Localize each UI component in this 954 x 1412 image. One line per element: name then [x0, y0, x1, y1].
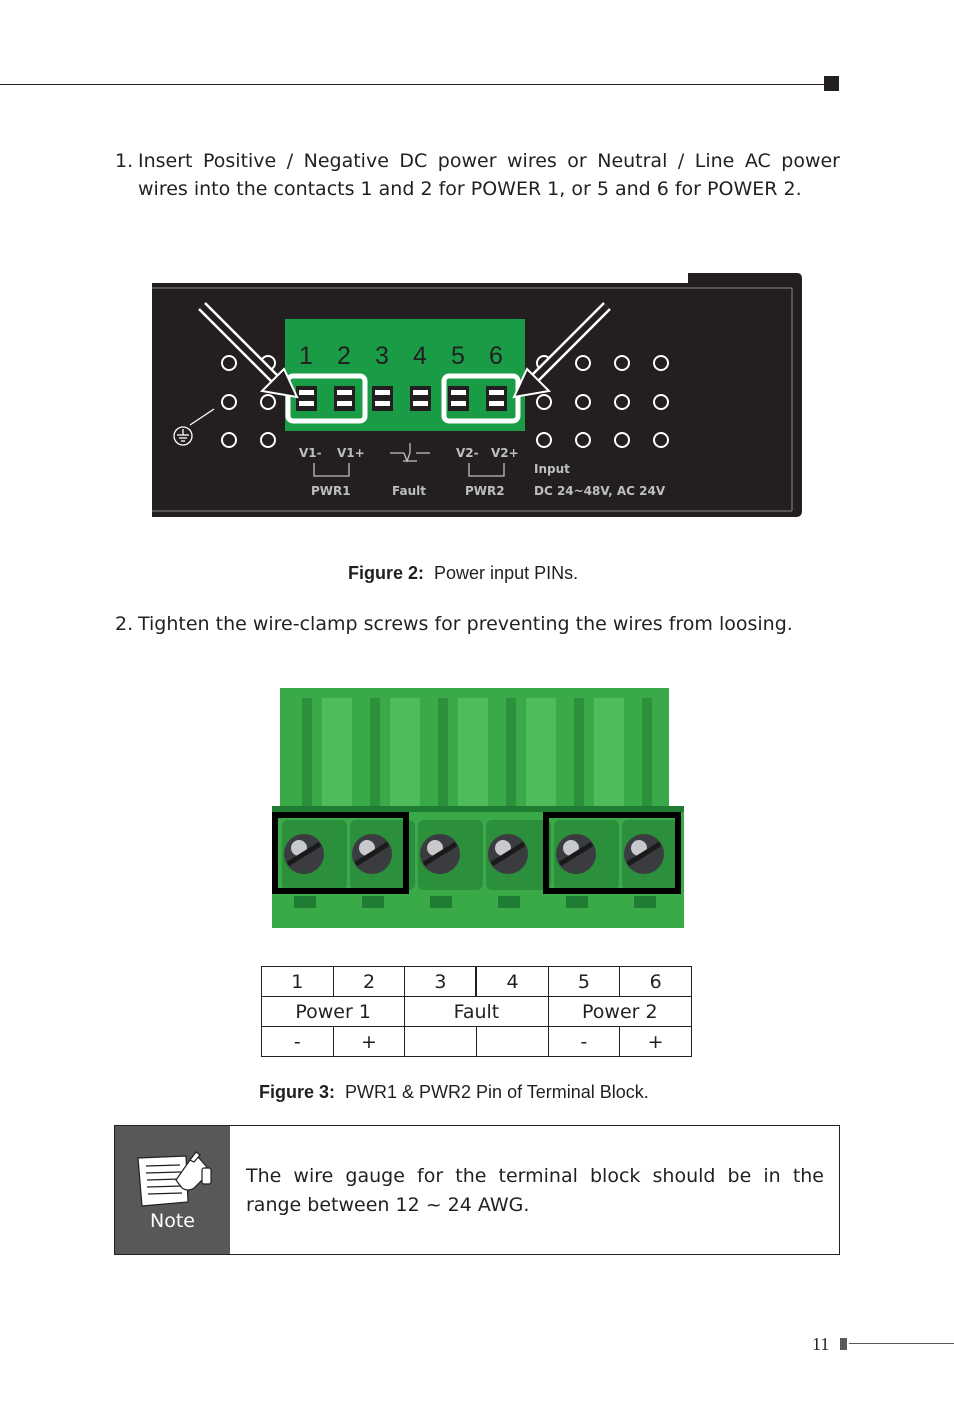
table-row — [262, 1027, 692, 1057]
group-cell-fault: Fault — [405, 997, 548, 1027]
header-rule — [0, 84, 826, 85]
terminal-pin-table — [261, 966, 692, 1057]
fault-label: Fault — [392, 484, 426, 498]
note-box — [114, 1125, 840, 1255]
pin-number-3: 3 — [375, 342, 389, 370]
note-sidebar — [115, 1126, 230, 1254]
pin-number-1: 1 — [299, 342, 313, 370]
polarity-cell — [476, 1027, 548, 1057]
pin-number-cell: 4 — [476, 967, 548, 997]
step-text: Insert Positive / Negative DC power wires or Neutral / Line AC power wires into the contacts 1 and 2 for POWER 1, or 5 and 6 for POWER 2. — [138, 150, 840, 200]
figure-2-caption-text: Power input PINs. — [434, 563, 579, 583]
polarity-cell — [405, 1027, 477, 1057]
step-number: 1. — [115, 150, 134, 172]
v1-minus-label: V1- — [299, 446, 322, 460]
table-row — [262, 967, 692, 997]
pin-number-cell: 1 — [262, 967, 334, 997]
footer-rule — [849, 1343, 954, 1344]
polarity-cell: - — [548, 1027, 620, 1057]
table-row — [262, 997, 692, 1027]
footer-square-marker — [840, 1338, 847, 1350]
power-input-panel-figure — [152, 273, 802, 518]
group-cell-power-2: Power 2 — [548, 997, 691, 1027]
v2-minus-label: V2- — [456, 446, 479, 460]
hand-writing-note-icon — [136, 1150, 212, 1208]
pwr2-label: PWR2 — [465, 484, 505, 498]
header-square-marker — [824, 76, 839, 91]
pin-number-cell: 6 — [620, 967, 692, 997]
step-1 — [115, 147, 840, 237]
figure-3-label: Figure 3: — [259, 1082, 336, 1102]
pin-number-cell: 5 — [548, 967, 620, 997]
power-input-panel-illustration — [152, 273, 802, 518]
pin-number-2: 2 — [337, 342, 351, 370]
polarity-cell: + — [620, 1027, 692, 1057]
input-label: Input — [534, 462, 570, 476]
polarity-cell: - — [262, 1027, 334, 1057]
group-cell-power-1: Power 1 — [262, 997, 405, 1027]
figure-3-caption — [259, 1082, 649, 1103]
v1-plus-label: V1+ — [337, 446, 365, 460]
pin-number-cell: 3 — [405, 967, 477, 997]
step-number: 2. — [115, 613, 134, 635]
pwr1-label: PWR1 — [311, 484, 351, 498]
pin-number-cell: 2 — [333, 967, 405, 997]
step-text: Tighten the wire-clamp screws for preventing the wires from loosing. — [138, 613, 793, 635]
figure-2-caption — [348, 563, 578, 584]
pin-number-6: 6 — [489, 342, 503, 370]
figure-3-caption-text: PWR1 & PWR2 Pin of Terminal Block. — [345, 1082, 649, 1102]
figure-2-label: Figure 2: — [348, 563, 425, 583]
page-number: 11 — [812, 1334, 830, 1354]
pin-number-5: 5 — [451, 342, 465, 370]
note-label: Note — [150, 1210, 195, 1232]
terminal-block-illustration — [272, 688, 684, 928]
pin-number-4: 4 — [413, 342, 427, 370]
note-text: The wire gauge for the terminal block should be in the range between 12 ~ 24 AWG. — [246, 1165, 824, 1216]
step-2 — [115, 610, 840, 640]
v2-plus-label: V2+ — [491, 446, 519, 460]
polarity-cell: + — [333, 1027, 405, 1057]
input-spec-label: DC 24~48V, AC 24V — [534, 484, 666, 498]
terminal-block-figure — [272, 688, 684, 928]
